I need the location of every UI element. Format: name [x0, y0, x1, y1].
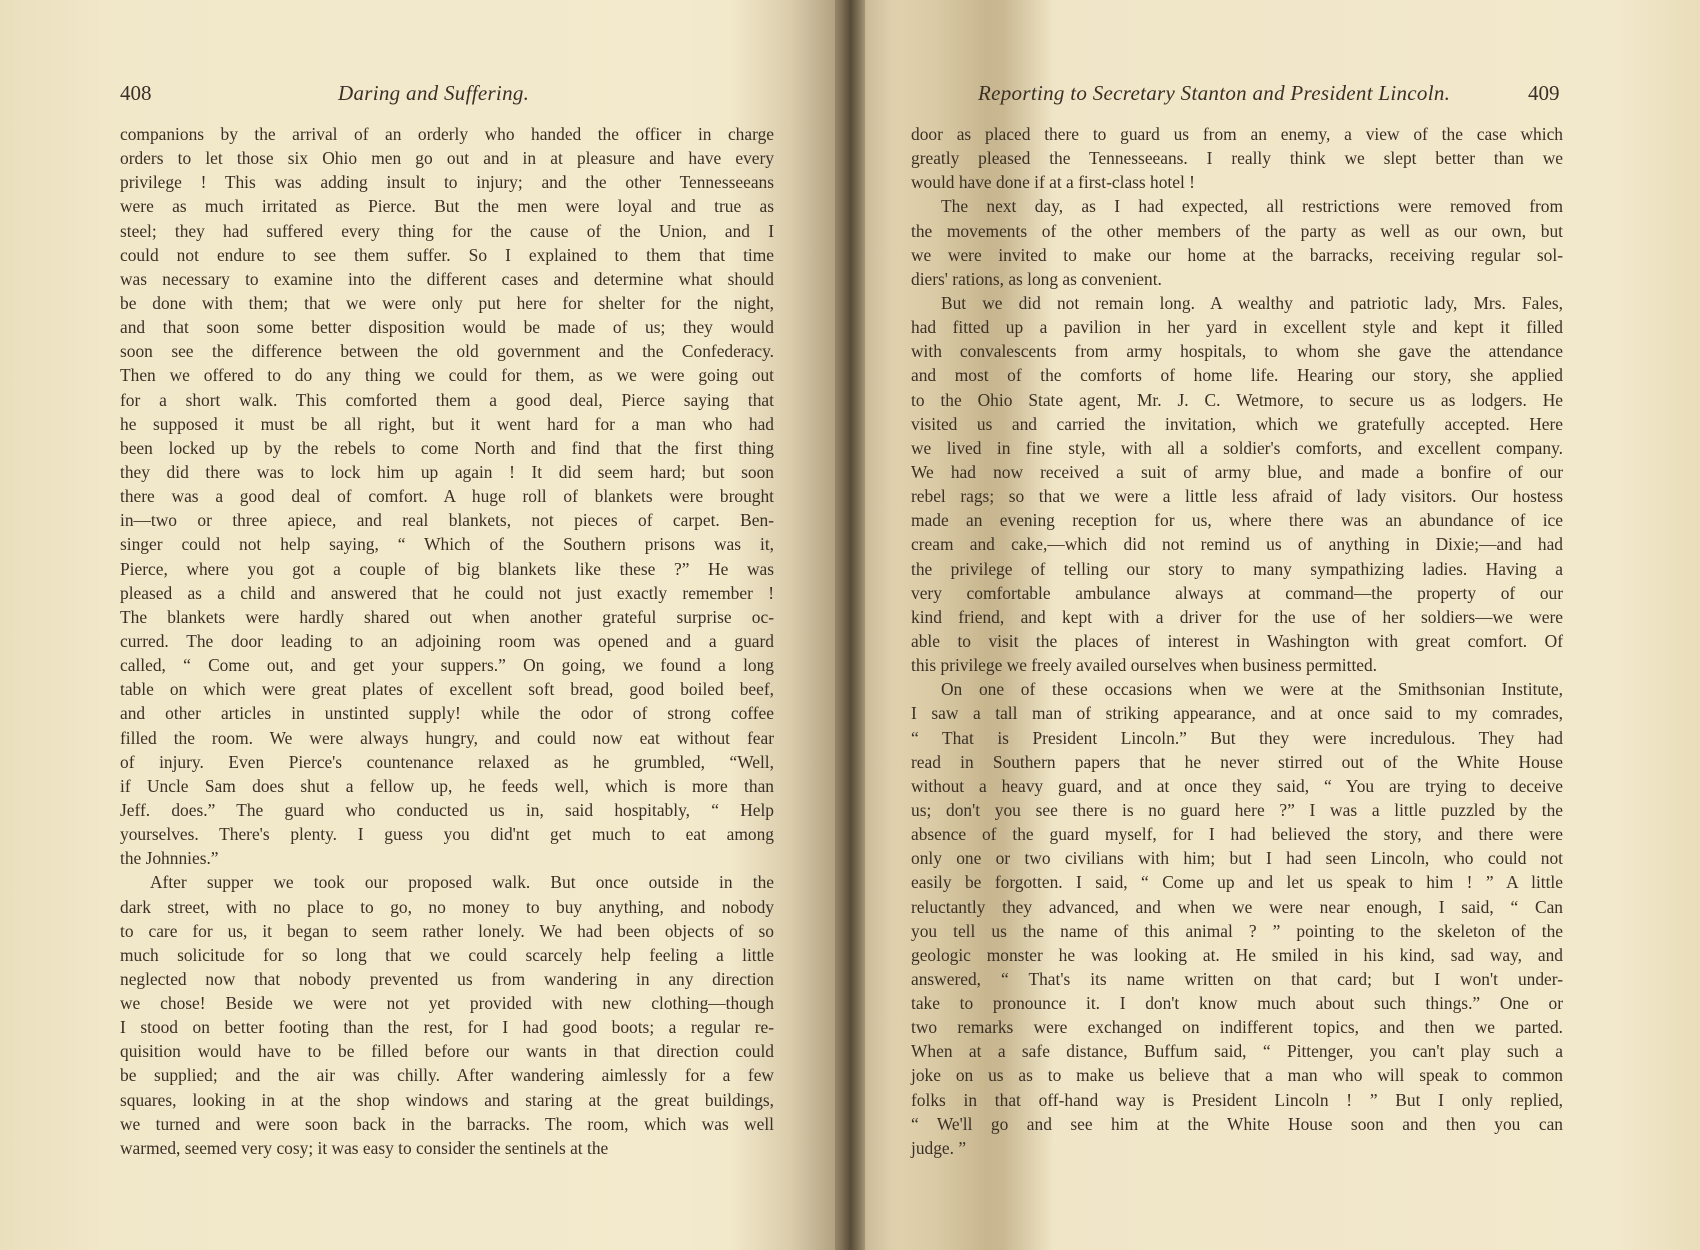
text-line: geologic monster he was looking at. He smiled in his kind, sad way, and	[911, 944, 1563, 965]
text-line: warmed, seemed very cosy; it was easy to consider the sentinels at the	[120, 1137, 609, 1158]
text-line: visited us and carried the invitation, which we gratefully accepted. Here	[911, 413, 1563, 434]
text-line: you tell us the name of this animal ? ” pointing to the skeleton of the	[911, 920, 1563, 941]
text-line: I saw a tall man of striking appearance, and at once said to my comrades,	[911, 703, 1563, 724]
text-line: and most of the comforts of home life. Hearing our story, she applied	[911, 365, 1563, 386]
text-line: curred. The door leading to an adjoining room was opened and a guard	[120, 630, 774, 651]
text-line: Jeff. does.” The guard who conducted us in, said hospitably, “ Help	[120, 799, 774, 820]
right-running-head: Reporting to Secretary Stanton and President Lincoln.	[978, 81, 1451, 105]
text-line: was necessary to examine into the different cases and determine what should	[120, 268, 774, 289]
text-line: to care for us, it began to seem rather lonely. We had been objects of so	[120, 920, 774, 941]
text-line: and other articles in unstinted supply! while the odor of strong coffee	[120, 703, 774, 724]
text-line: “ That is President Lincoln.” But they were incredulous. They had	[911, 727, 1563, 748]
text-line: Pierce, where you got a couple of big blankets like these ?” He was	[120, 558, 774, 579]
text-line: The next day, as I had expected, all restrictions were removed from	[941, 196, 1563, 217]
text-line: table on which were great plates of excellent soft bread, good boiled beef,	[120, 679, 774, 700]
text-line: this privilege we freely availed ourselves when business permitted.	[911, 655, 1378, 676]
text-line: steel; they had suffered every thing for the cause of the Union, and I	[120, 220, 774, 241]
text-line: filled the room. We were always hungry, and could now eat without fear	[120, 727, 774, 748]
text-line: Then we offered to do any thing we could for them, as we were going out	[120, 365, 774, 386]
text-line: rebel rags; so that we were a little less afraid of lady visitors. Our hostess	[911, 486, 1563, 507]
text-line: greatly pleased the Tennesseeans. I really think we slept better than we	[911, 148, 1563, 169]
right-page-number: 409	[1528, 81, 1560, 105]
text-line: diers' rations, as long as convenient.	[911, 268, 1162, 289]
text-line: we were invited to make our home at the barracks, receiving regular sol-	[911, 244, 1563, 265]
text-line: soon see the difference between the old government and the Confederacy.	[120, 341, 774, 362]
right-page-text	[911, 122, 1563, 1160]
text-line: and that soon some better disposition would be made of us; they would	[120, 317, 774, 338]
text-line: reluctantly they advanced, and when we were near enough, I said, “ Can	[911, 896, 1563, 917]
left-page-number: 408	[120, 81, 152, 105]
text-line: yourselves. There's plenty. I guess you did'nt get much to eat among	[120, 824, 774, 845]
text-line: he supposed it must be all right, but it went hard for a man who had	[120, 413, 774, 434]
text-line: without a heavy guard, and at once they said, “ You are trying to deceive	[911, 775, 1563, 796]
text-line: could not endure to see them suffer. So I explained to them that time	[120, 244, 774, 265]
text-line: dark street, with no place to go, no money to buy anything, and nobody	[120, 896, 774, 917]
text-line: “ We'll go and see him at the White House soon and then you can	[911, 1113, 1563, 1134]
text-line: much solicitude for so long that we could scarcely help feeling a little	[120, 944, 774, 965]
text-line: only one or two civilians with him; but I had seen Lincoln, who could not	[911, 848, 1563, 869]
text-line: privilege ! This was adding insult to injury; and the other Tennesseeans	[120, 172, 774, 193]
text-line: would have done if at a first-class hotel !	[911, 172, 1195, 193]
text-line: we lived in fine style, with all a soldier's comforts, and excellent company.	[911, 437, 1563, 458]
text-line: We had now received a suit of army blue, and made a bonfire of our	[911, 461, 1563, 482]
text-line: they did there was to lock him up again ! It did seem hard; but soon	[120, 461, 774, 482]
text-line: The blankets were hardly shared out when another grateful surprise oc-	[120, 606, 774, 627]
text-line: I stood on better footing than the rest, for I had good boots; a regular re-	[120, 1017, 774, 1038]
text-line: But we did not remain long. A wealthy and patriotic lady, Mrs. Fales,	[941, 292, 1563, 313]
text-line: answered, “ That's its name written on that card; but I won't under-	[911, 968, 1563, 989]
text-line: the movements of the other members of the party as well as our own, but	[911, 220, 1563, 241]
text-line: be supplied; and the air was chilly. After wandering aimlessly for a few	[120, 1065, 774, 1086]
text-line: the privilege of telling our story to many sympathizing ladies. Having a	[911, 558, 1563, 579]
text-line: the Johnnies.”	[120, 848, 219, 869]
text-line: easily be forgotten. I said, “ Come up and let us speak to him ! ” A little	[911, 872, 1563, 893]
text-line: When at a safe distance, Buffum said, “ Pittenger, you can't play such a	[911, 1041, 1563, 1062]
text-line: made an evening reception for us, where there was an abundance of ice	[911, 510, 1563, 531]
text-line: two remarks were exchanged on indifferent topics, and then we parted.	[911, 1017, 1563, 1038]
text-line: we chose! Beside we were not yet provided with new clothing—though	[120, 993, 774, 1014]
text-line: judge. ”	[911, 1137, 967, 1158]
text-line: were as much irritated as Pierce. But the men were loyal and true as	[120, 196, 774, 217]
text-line: take to pronounce it. I don't know much about such things.” One or	[911, 993, 1563, 1014]
text-line: if Uncle Sam does shut a fellow up, he feeds well, which is more than	[120, 775, 774, 796]
text-line: After supper we took our proposed walk. But once outside in the	[150, 872, 774, 893]
left-page-text	[120, 122, 774, 1160]
text-line: neglected now that nobody prevented us from wandering in any direction	[120, 968, 774, 989]
text-line: called, “ Come out, and get your suppers.” On going, we found a long	[120, 655, 774, 676]
text-line: read in Southern papers that he never stirred out of the White House	[911, 751, 1563, 772]
text-line: orders to let those six Ohio men go out and in at pleasure and have every	[120, 148, 774, 169]
text-line: cream and cake,—which did not remind us of anything in Dixie;—and had	[911, 534, 1563, 555]
text-line: to the Ohio State agent, Mr. J. C. Wetmore, to secure us as lodgers. He	[911, 389, 1563, 410]
text-line: very comfortable ambulance always at command—the property of our	[911, 582, 1563, 603]
text-line: pleased as a child and answered that he could not just exactly remember !	[120, 582, 774, 603]
text-line: able to visit the places of interest in Washington with great comfort. Of	[911, 630, 1563, 651]
right-page	[850, 0, 1700, 1250]
text-line: singer could not help saying, “ Which of the Southern prisons was it,	[120, 534, 774, 555]
text-line: door as placed there to guard us from an enemy, a view of the case which	[911, 124, 1563, 144]
text-line: quisition would have to be filled before our wants in that direction could	[120, 1041, 774, 1062]
text-line: had fitted up a pavilion in her yard in excellent style and kept it filled	[911, 317, 1563, 338]
text-line: On one of these occasions when we were at the Smithsonian Institute,	[941, 679, 1563, 700]
text-line: of injury. Even Pierce's countenance relaxed as he grumbled, “Well,	[120, 751, 774, 772]
text-line: joke on us as to make us believe that a man who will speak to common	[911, 1065, 1563, 1086]
text-line: companions by the arrival of an orderly who handed the officer in charge	[120, 124, 774, 144]
text-line: with convalescents from army hospitals, to whom she gave the attendance	[911, 341, 1563, 362]
right-page-header	[850, 78, 1700, 108]
text-line: been locked up by the rebels to come North and find that the first thing	[120, 437, 774, 458]
text-line: us; don't you see there is no guard here ?” I was a little puzzled by the	[911, 799, 1563, 820]
text-line: absence of the guard myself, for I had believed the story, and there were	[911, 824, 1563, 845]
text-line: be done with them; that we were only put here for shelter for the night,	[120, 292, 774, 313]
text-line: for a short walk. This comforted them a good deal, Pierce saying that	[120, 389, 774, 410]
text-line: folks in that off-hand way is President Lincoln ! ” But I only replied,	[911, 1089, 1563, 1110]
left-page-header	[0, 78, 850, 108]
text-line: in—two or three apiece, and real blankets, not pieces of carpet. Ben-	[120, 510, 774, 531]
text-line: there was a good deal of comfort. A huge roll of blankets were brought	[120, 486, 774, 507]
text-line: squares, looking in at the shop windows and staring at the great buildings,	[120, 1089, 774, 1110]
text-line: kind friend, and kept with a driver for the use of her soldiers—we were	[911, 606, 1563, 627]
left-running-head: Daring and Suffering.	[338, 81, 530, 105]
text-line: we turned and were soon back in the barracks. The room, which was well	[120, 1113, 774, 1134]
